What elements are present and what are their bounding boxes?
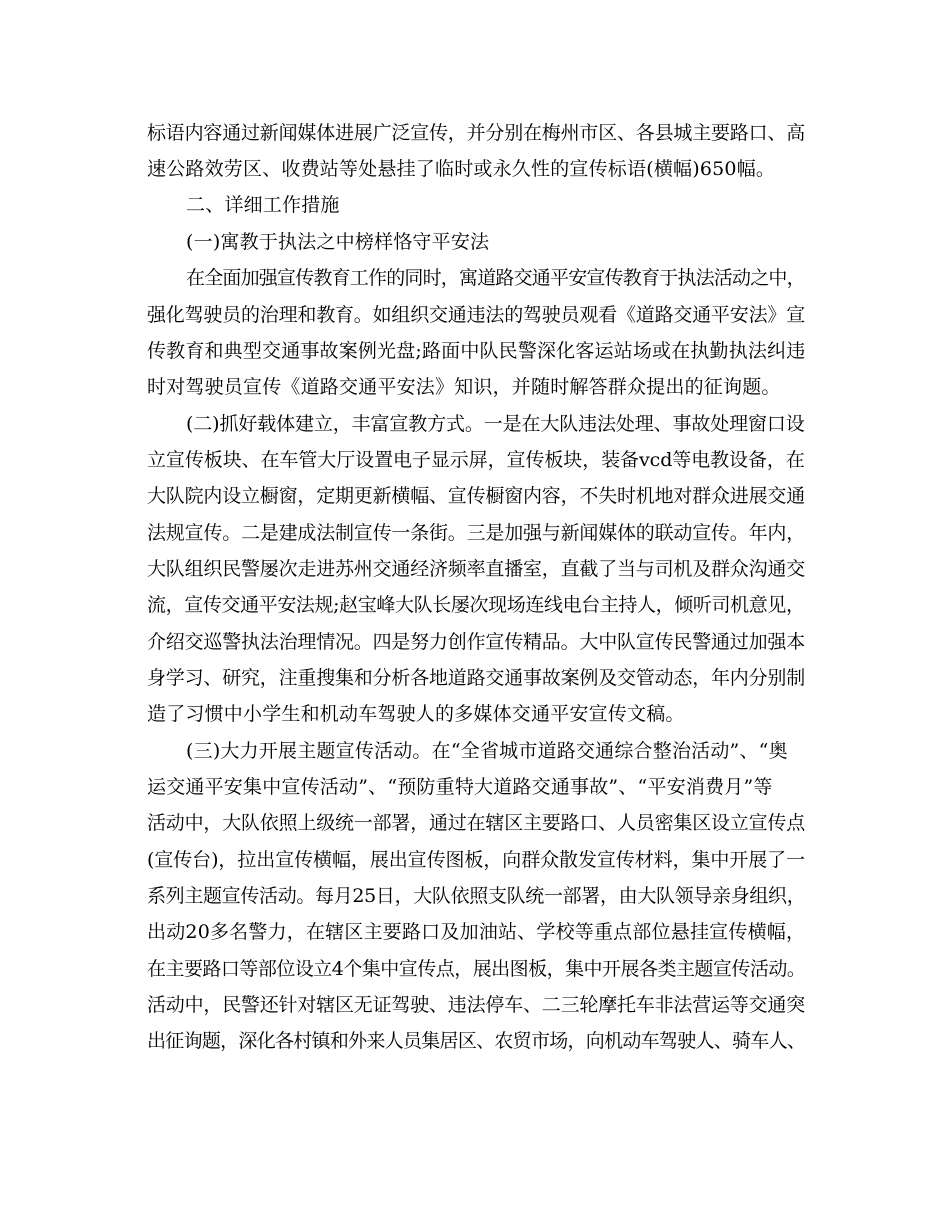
text-line: 速公路效劳区、收费站等处悬挂了临时或永久性的宣传标语(横幅)650幅。 bbox=[147, 158, 776, 180]
text-line: 法规宣传。二是建成法制宣传一条街。三是加强与新闻媒体的联动宣传。年内， bbox=[147, 522, 806, 544]
section-heading: 二、详细工作措施 bbox=[186, 194, 340, 216]
text-line: 活动中，民警还针对辖区无证驾驶、违法停车、二三轮摩托车非法营运等交通突 bbox=[147, 994, 806, 1016]
text-line: 在全面加强宣传教育工作的同时，寓道路交通平安宣传教育于执法活动之中， bbox=[186, 267, 805, 289]
subsection-heading: (一)寓教于执法之中榜样恪守平安法 bbox=[186, 231, 490, 253]
text-line: 强化驾驶员的治理和教育。如组织交通违法的驾驶员观看《道路交通平安法》宣 bbox=[147, 304, 806, 326]
text-line: 传教育和典型交通事故案例光盘;路面中队民警深化客运站场或在执勤执法纠违 bbox=[147, 340, 806, 362]
text-line: 流，宣传交通平安法规;赵宝峰大队长屡次现场连线电台主持人，倾听司机意见， bbox=[147, 594, 805, 616]
text-line: 在主要路口等部位设立4个集中宣传点，展出图板，集中开展各类主题宣传活动。 bbox=[147, 958, 806, 980]
text-line: 造了习惯中小学生和机动车驾驶人的多媒体交通平安宣传文稿。 bbox=[147, 703, 685, 725]
text-line: 标语内容通过新闻媒体进展广泛宣传，并分别在梅州市区、各县城主要路口、高 bbox=[147, 122, 806, 144]
text-line: 运交通平安集中宣传活动”、“预防重特大道路交通事故”、“平安消费月”等 bbox=[147, 776, 773, 798]
text-line: 身学习、研究，注重搜集和分析各地道路交通事故案例及交管动态，年内分别制 bbox=[147, 667, 806, 689]
text-line: 介绍交巡警执法治理情况。四是努力创作宣传精品。大中队宣传民警通过加强本 bbox=[147, 631, 806, 653]
text-line: 大队组织民警屡次走进苏州交通经济频率直播室，直截了当与司机及群众沟通交 bbox=[147, 558, 806, 580]
text-line: 出征询题，深化各村镇和外来人员集居区、农贸市场，向机动车驾驶人、骑车人、 bbox=[147, 1030, 806, 1052]
text-line: 大队院内设立橱窗，定期更新横幅、宣传橱窗内容，不失时机地对群众进展交通 bbox=[147, 485, 806, 507]
text-line: (宣传台)，拉出宣传横幅，展出宣传图板，向群众散发宣传材料，集中开展了一 bbox=[147, 849, 806, 871]
text-line: 立宣传板块、在车管大厅设置电子显示屏，宣传板块，装备vcd等电教设备，在 bbox=[147, 449, 805, 471]
text-line: 时对驾驶员宣传《道路交通平安法》知识，并随时解答群众提出的征询题。 bbox=[147, 376, 781, 398]
text-line: 系列主题宣传活动。每月25日，大队依照支队统一部署，由大队领导亲身组织， bbox=[147, 885, 806, 907]
text-line: 活动中，大队依照上级统一部署，通过在辖区主要路口、人员密集区设立宣传点 bbox=[147, 812, 806, 834]
text-line: (三)大力开展主题宣传活动。在“全省城市道路交通综合整治活动”、“奥 bbox=[186, 740, 788, 762]
text-line: 出动20多名警力，在辖区主要路口及加油站、学校等重点部位悬挂宣传横幅， bbox=[147, 921, 806, 943]
text-line: (二)抓好载体建立，丰富宣教方式。一是在大队违法处理、事故处理窗口设 bbox=[186, 413, 805, 435]
